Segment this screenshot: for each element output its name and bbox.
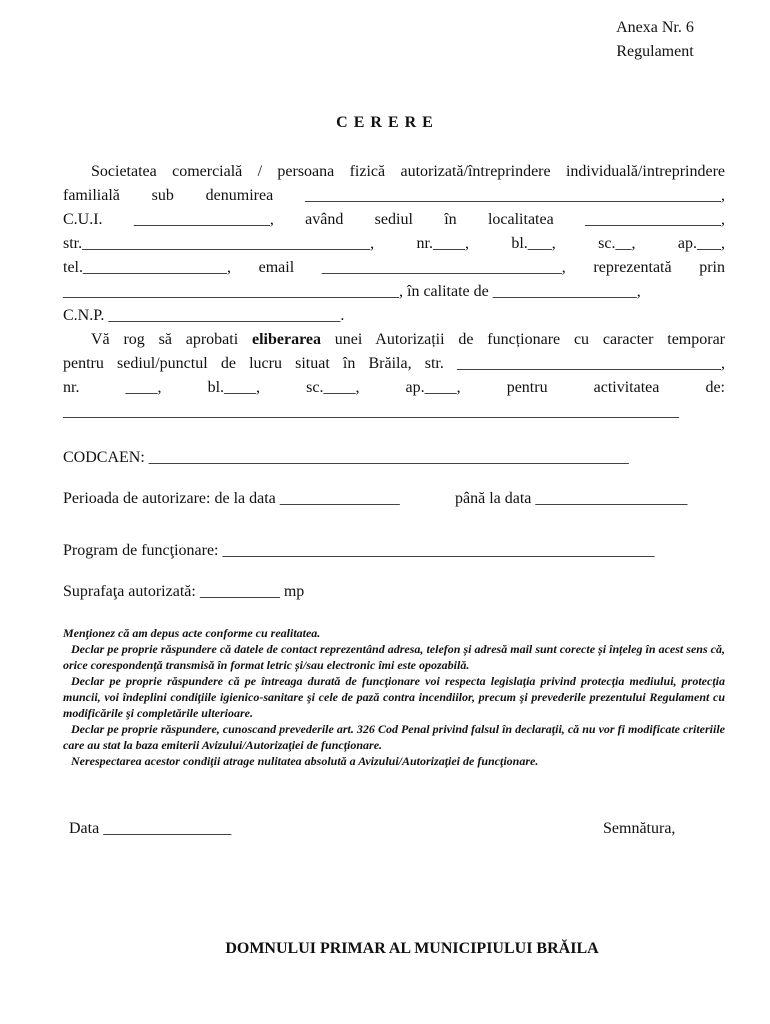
- request-line-6: __________________________________________, în calitate de __________________,: [63, 283, 641, 300]
- surface-field: Suprafaţa autorizată: __________ mp: [63, 583, 305, 600]
- request-line-3: C.U.I. _________________, având sediul în localitatea _________________,: [63, 211, 725, 228]
- request-line-8-post: unei Autorizații de funcționare cu caracter temporar: [320, 331, 726, 348]
- request-line-9: pentru sediul/punctul de lucru situat în Brăila, str. _________________________________,: [63, 355, 725, 372]
- request-emphasis: eliberarea: [251, 331, 321, 348]
- request-line-8-pre: Vă rog să aprobati: [91, 331, 252, 348]
- request-line-7: C.N.P. _____________________________.: [63, 307, 345, 324]
- request-body: [63, 160, 725, 424]
- request-line-11: _____________________________________________________________________________: [63, 403, 679, 420]
- request-line-5: tel.__________________, email ______________________________, reprezentată prin: [63, 259, 725, 276]
- request-line-1: Societatea comercială / persoana fizică autorizată/întreprindere individuală/intreprindere: [91, 163, 725, 180]
- signature-label: Semnătura,: [603, 820, 676, 837]
- regulation-label: Regulament: [616, 43, 694, 60]
- declaration-4: Declar pe proprie răspundere, cunoscand prevederile art. 326 Cod Penal privind falsul în declaraţii, că nu vor fi modificate criteriile care au stat la baza emiterii Avizului/Autorizaţiei de funcţionare.: [63, 722, 725, 752]
- declaration-2: Declar pe proprie răspundere că datele de contact reprezentând adresa, telefon și adresă mail sunt corecte și înțeleg în acest sens că, orice corespondență transmisă în format letric și/sau electronic îmi este opozabilă.: [63, 642, 725, 672]
- annex-number: Anexa Nr. 6: [616, 19, 694, 36]
- request-line-2: familială sub denumirea ____________________________________________________,: [63, 187, 725, 204]
- declaration-3: Declar pe proprie răspundere că pe întreaga durată de funcţionare voi respecta legislaţia privind protecţia mediului, protecţia muncii, voi îndeplini condiţiile igienico-sanitare şi cele de pază contra incendiilor, precum şi prevederile prezentului Regulament cu modificările şi completările ulterioare.: [63, 674, 725, 720]
- document-title: C E R E R E: [336, 114, 434, 131]
- addressee: DOMNULUI PRIMAR AL MUNICIPIULUI BRĂILA: [225, 940, 599, 957]
- program-field: Program de funcţionare: ______________________________________________________: [63, 542, 655, 559]
- date-field: Data ________________: [69, 820, 232, 837]
- declaration-5: Nerespectarea acestor condiţii atrage nulitatea absolută a Avizului/Autorizaţiei de funcţionare.: [71, 754, 539, 768]
- codcaen-field: CODCAEN: ____________________________________________________________: [63, 449, 629, 466]
- request-line-8: [63, 328, 725, 352]
- declaration-1: Menţionez că am depus acte conforme cu realitatea.: [63, 626, 321, 640]
- request-line-4: str.____________________________________, nr.____, bl.___, sc.__, ap.___,: [63, 235, 725, 252]
- declarations: [63, 625, 725, 769]
- request-line-10: nr. ____, bl.____, sc.____, ap.____, pentru activitatea de:: [63, 379, 725, 396]
- annex-header: [590, 16, 720, 64]
- period-from-field: Perioada de autorizare: de la data _______________: [63, 490, 400, 507]
- period-to-field: până la data ___________________: [455, 490, 688, 507]
